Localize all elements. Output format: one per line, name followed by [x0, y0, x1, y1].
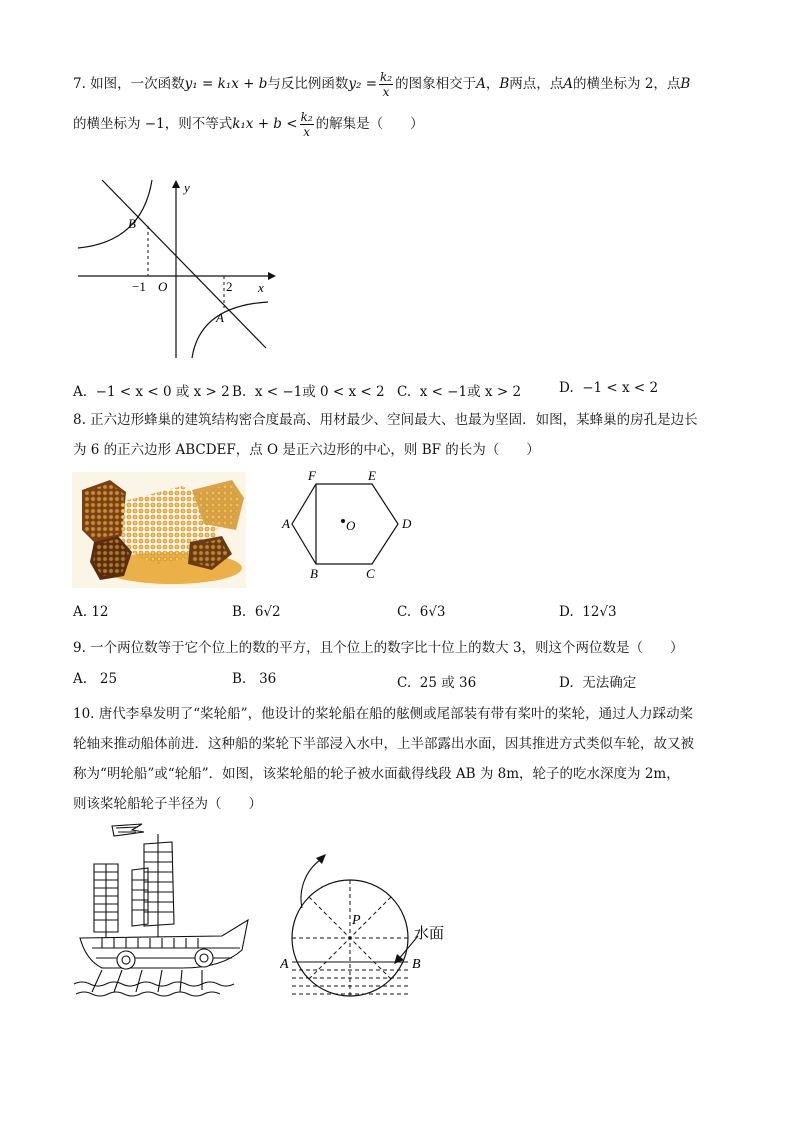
option-text: 6√2 — [254, 604, 281, 620]
water-surface-label: 水面 — [414, 926, 445, 942]
option-b[interactable] — [232, 380, 385, 400]
vertex-b-label: B — [310, 566, 318, 581]
q7-y2-lhs: y₂ = — [348, 76, 378, 92]
q7-fraction — [379, 70, 393, 99]
option-d[interactable] — [559, 604, 617, 620]
vertex-a-label: A — [282, 516, 290, 531]
option-label: C. — [397, 384, 412, 400]
option-text: 25 或 36 — [419, 675, 477, 691]
option-label: B. — [232, 604, 247, 620]
fraction-denominator: x — [303, 125, 310, 139]
point-b-label: B — [128, 216, 136, 231]
q7-text: 7. 如图，一次函数 — [73, 76, 185, 92]
point-b-label: B — [412, 957, 421, 972]
q7-function-graph — [72, 168, 292, 368]
option-b[interactable] — [232, 604, 281, 620]
q8-line2: 为 6 的正六边形 ABCDEF，点 O 是正六边形的中心，则 BF 的长为（ ） — [73, 442, 540, 458]
q7-text: 的横坐标为 −1，则不等式 — [73, 116, 233, 132]
option-a[interactable] — [73, 380, 230, 400]
option-text: x < −1或 0 < x < 2 — [254, 384, 385, 400]
option-text: −1 < x < 2 — [582, 380, 659, 396]
option-label: C. — [397, 604, 412, 620]
option-c[interactable] — [397, 671, 476, 691]
vertex-c-label: C — [366, 566, 375, 581]
hexagon-figure — [280, 468, 430, 584]
option-label: A. — [73, 384, 88, 400]
point-b-label: B — [499, 76, 510, 92]
q10-line3: 称为“明轮船”或“轮船”．如图，该桨轮船的轮子被水面截得线段 AB 为 8m，轮子的吃水深度为 2m， — [73, 766, 680, 782]
y-axis-label: y — [184, 180, 190, 195]
vertex-f-label: F — [308, 468, 316, 483]
q7-text: 与反比例函数 — [267, 76, 349, 92]
option-label: D. — [559, 604, 574, 620]
option-b[interactable] — [232, 671, 276, 687]
option-text: 6√3 — [419, 604, 446, 620]
honeycomb-photo — [72, 472, 246, 588]
q10-line2: 轮轴来推动船体前进．这种船的桨轮下半部浸入水中，上半部露出水面，因其推进方式类似车轮，故又被 — [73, 736, 694, 752]
q10-line4: 则该桨轮船轮子半径为（ ） — [73, 796, 262, 812]
option-text: 12 — [91, 604, 109, 620]
point-a-label: A — [216, 310, 224, 325]
option-text: 无法确定 — [582, 675, 637, 691]
fraction-numerator: k₂ — [300, 110, 313, 124]
tick-neg1-label: −1 — [132, 279, 146, 294]
q7-line1 — [73, 70, 690, 99]
q7-text: 两点，点 — [509, 76, 564, 92]
center-o-label: O — [346, 518, 356, 533]
tick-2-label: 2 — [226, 279, 233, 294]
q7-text: 的横坐标为 2，点 — [573, 76, 681, 92]
option-label: C. — [397, 675, 412, 691]
option-text: x < −1或 x > 2 — [419, 384, 522, 400]
option-a[interactable] — [73, 671, 117, 687]
paddle-wheel-figure — [280, 820, 470, 1010]
point-b-label: B — [680, 76, 691, 92]
option-c[interactable] — [397, 604, 446, 620]
option-d[interactable] — [559, 671, 636, 691]
vertex-e-label: E — [368, 468, 376, 483]
fraction-denominator: x — [382, 85, 390, 99]
honeycomb-illustration — [72, 472, 246, 588]
vertex-d-label: D — [402, 516, 412, 531]
point-a-label: A — [563, 76, 574, 92]
option-label: B. — [232, 671, 247, 687]
q10-line1: 10. 唐代李皋发明了“桨轮船”，他设计的桨轮船在船的舷侧或尾部装有带有桨叶的桨轮，通过人力踩动桨 — [73, 706, 694, 722]
fraction-numerator: k₂ — [380, 70, 393, 84]
option-text: 12√3 — [582, 604, 617, 620]
point-a-label: A — [476, 76, 486, 92]
point-a-label: A — [280, 957, 289, 972]
origin-label: O — [158, 279, 168, 294]
option-d[interactable] — [559, 380, 658, 396]
option-text: −1 < x < 0 或 x > 2 — [95, 384, 230, 400]
option-label: D. — [559, 380, 574, 396]
q7-text: 的图象相交于 — [395, 76, 477, 92]
option-label: A. — [73, 604, 88, 620]
q8-line1: 8. 正六边形蜂巢的建筑结构密合度最高、用材最少、空间最大、也最为坚固．如图，某蜂巢的房孔是边长 — [73, 412, 698, 428]
q7-y1-expr: y₁ = k₁x + b — [184, 76, 268, 92]
paddle-boat-drawing — [72, 820, 258, 1004]
q7-inequality: k₁x + b < — [232, 116, 298, 132]
option-label: A. — [73, 671, 88, 687]
q9-line1: 9. 一个两位数等于它个位上的数的平方，且个位上的数字比十位上的数大 3，则这个两位数是（ ） — [73, 640, 684, 656]
option-text: 36 — [259, 671, 277, 687]
center-p-label: P — [352, 913, 361, 928]
option-a[interactable] — [73, 604, 109, 620]
q7-line2 — [73, 110, 424, 139]
q7-text: 的解集是（ ） — [315, 116, 424, 132]
option-label: B. — [232, 384, 247, 400]
option-c[interactable] — [397, 380, 521, 400]
x-axis-label: x — [258, 280, 264, 295]
option-label: D. — [559, 675, 574, 691]
q7-text: ， — [485, 76, 500, 92]
paddle-boat-illustration — [72, 820, 258, 1004]
option-text: 25 — [99, 671, 118, 687]
q7-fraction — [300, 110, 314, 139]
